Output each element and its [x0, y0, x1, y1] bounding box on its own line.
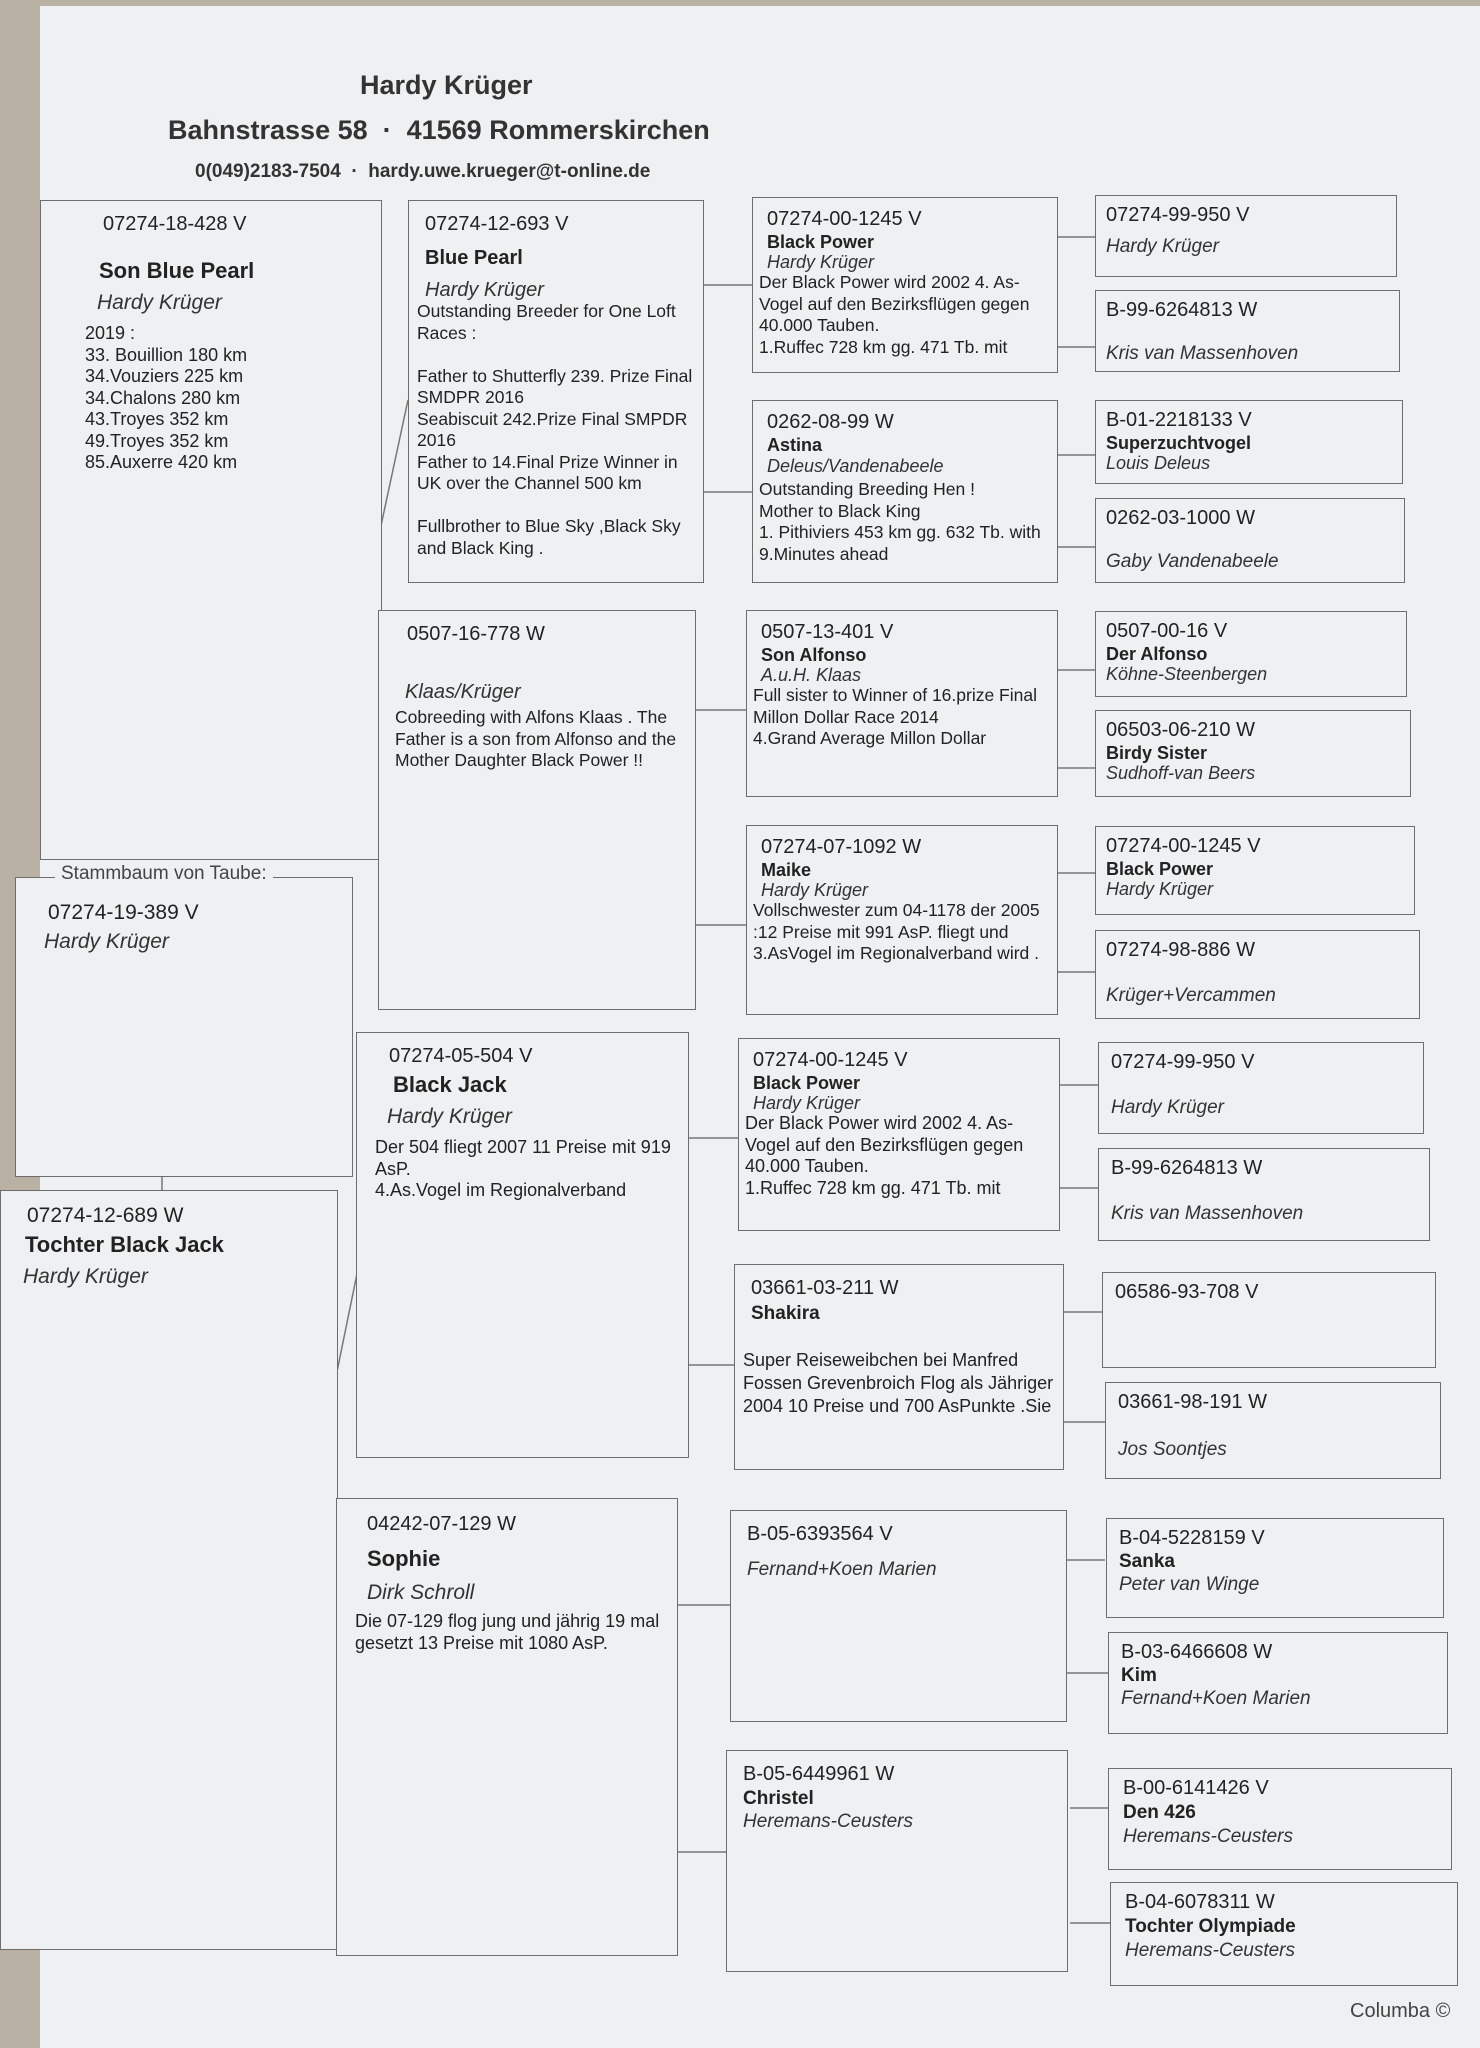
- owner-address: Bahnstrasse 58 · 41569 Rommerskirchen: [168, 115, 710, 145]
- gen3-name: Christel: [743, 1788, 814, 1809]
- gen4-breeder: Hardy Krüger: [1106, 879, 1214, 899]
- gen3-ring: 07274-07-1092 W: [761, 836, 922, 858]
- gen3-breeder: Hardy Krüger: [761, 880, 869, 900]
- pigeon-breeder: Hardy Krüger: [44, 930, 169, 953]
- gen4-name: [1106, 228, 1386, 236]
- gen3-card[interactable]: [746, 610, 1058, 797]
- gen4-card[interactable]: [1095, 611, 1407, 697]
- grandsire-maternal-breeder: Hardy Krüger: [387, 1105, 512, 1128]
- gen4-breeder: Heremans-Ceusters: [1125, 1940, 1295, 1961]
- granddam-maternal-ring: 04242-07-129 W: [367, 1513, 516, 1535]
- granddam-paternal-description: Cobreeding with Alfons Klaas . The Father is a son from Alfonso and the Mother Daughter Black Power !!: [395, 707, 677, 770]
- gen3-card[interactable]: [726, 1750, 1068, 1972]
- father-description: 2019 : 33. Bouillion 180 km 34.Vouziers 225 km 34.Chalons 280 km 43.Troyes 352 km 49.Troyes 352 km 85.Auxerre 420 km: [85, 323, 248, 472]
- gen4-name: Black Power: [1106, 859, 1214, 879]
- granddam-maternal-card[interactable]: [336, 1498, 678, 1956]
- software-brand: Columba ©: [1350, 2000, 1451, 2022]
- gen4-card[interactable]: [1106, 1518, 1444, 1618]
- gen4-ring: B-01-2218133 V: [1106, 409, 1252, 431]
- granddam-maternal-name: Sophie: [367, 1546, 441, 1571]
- gen3-breeder: [751, 1327, 1055, 1347]
- gen3-description: Vollschwester zum 04-1178 der 2005 :12 Preise mit 991 AsP. fliegt und 3.AsVogel im Regionalverband wird .: [753, 900, 1040, 963]
- gen4-name: [1118, 1415, 1428, 1439]
- gen4-name: [1111, 1075, 1411, 1097]
- grandsire-maternal-description: Der 504 fliegt 2007 11 Preise mit 919 AsP. 4.As.Vogel im Regionalverband: [375, 1137, 671, 1200]
- grandsire-maternal-card[interactable]: [356, 1032, 689, 1458]
- gen4-name: [1111, 1181, 1417, 1203]
- gen3-card[interactable]: [730, 1510, 1067, 1722]
- gen4-breeder: Jos Soontjes: [1118, 1439, 1227, 1460]
- grandsire-maternal-name: Black Jack: [393, 1072, 507, 1097]
- grandsire-paternal-breeder: Hardy Krüger: [425, 279, 544, 301]
- gen3-description: Full sister to Winner of 16.prize Final Millon Dollar Race 2014 4.Grand Average Millon Dollar: [753, 685, 1037, 748]
- gen3-name: Shakira: [751, 1303, 820, 1324]
- gen4-ring: 03661-98-191 W: [1118, 1391, 1267, 1413]
- gen4-ring: 06586-93-708 V: [1115, 1281, 1259, 1303]
- gen4-breeder: Heremans-Ceusters: [1123, 1826, 1293, 1847]
- gen4-card[interactable]: [1098, 1042, 1424, 1134]
- grandsire-paternal-card[interactable]: [408, 200, 704, 583]
- mother-breeder: Hardy Krüger: [23, 1265, 148, 1288]
- gen4-breeder: Köhne-Steenbergen: [1106, 664, 1268, 684]
- gen4-breeder: Krüger+Vercammen: [1106, 985, 1276, 1006]
- gen4-name: Kim: [1121, 1665, 1157, 1686]
- gen4-name: Birdy Sister: [1106, 743, 1208, 763]
- gen4-breeder: Hardy Krüger: [1106, 236, 1219, 257]
- granddam-paternal-card[interactable]: [378, 610, 696, 1010]
- gen4-name: Der Alfonso: [1106, 644, 1208, 664]
- father-card[interactable]: [40, 200, 382, 860]
- gen3-description: Outstanding Breeding Hen ! Mother to Black King 1. Pithiviers 453 km gg. 632 Tb. with 9.Minutes ahead: [759, 479, 1041, 564]
- gen4-ring: 0507-00-16 V: [1106, 620, 1228, 642]
- gen4-name: Sanka: [1119, 1551, 1175, 1572]
- gen3-name: Black Power: [767, 232, 875, 252]
- gen4-breeder: Peter van Winge: [1119, 1574, 1260, 1595]
- gen4-name: [1106, 323, 1389, 343]
- gen4-breeder: Fernand+Koen Marien: [1121, 1688, 1311, 1709]
- gen3-card[interactable]: [734, 1264, 1064, 1470]
- gen3-card[interactable]: [752, 197, 1058, 373]
- gen3-name: [747, 1547, 1058, 1559]
- gen4-card[interactable]: [1095, 290, 1400, 372]
- gen4-breeder: Louis Deleus: [1106, 453, 1211, 473]
- gen4-name: [1106, 531, 1394, 551]
- granddam-paternal-breeder: Klaas/Krüger: [405, 681, 521, 703]
- gen4-name: Den 426: [1123, 1802, 1196, 1823]
- father-breeder: Hardy Krüger: [97, 291, 222, 314]
- gen4-breeder: Sudhoff-van Beers: [1106, 763, 1256, 783]
- gen4-card[interactable]: [1095, 826, 1415, 915]
- gen4-card[interactable]: [1095, 498, 1405, 583]
- gen3-breeder: A.u.H. Klaas: [761, 665, 862, 685]
- gen4-ring: B-99-6264813 W: [1106, 299, 1258, 321]
- gen3-ring: B-05-6393564 V: [747, 1523, 893, 1545]
- gen4-card[interactable]: [1098, 1148, 1430, 1241]
- granddam-maternal-description: Die 07-129 flog jung und jährig 19 mal gesetzt 13 Preise mit 1080 AsP.: [355, 1611, 660, 1653]
- gen4-ring: B-99-6264813 W: [1111, 1157, 1263, 1179]
- gen4-card[interactable]: [1108, 1768, 1452, 1870]
- gen4-breeder: Kris van Massenhoven: [1111, 1203, 1304, 1224]
- gen4-card[interactable]: [1110, 1882, 1458, 1986]
- gen4-ring: 0262-03-1000 W: [1106, 507, 1255, 529]
- pedigree-legend-label: Stammbaum von Taube:: [55, 863, 273, 885]
- gen3-ring: 0262-08-99 W: [767, 411, 894, 433]
- gen3-card[interactable]: [752, 400, 1058, 583]
- gen4-card[interactable]: [1108, 1632, 1448, 1734]
- gen3-name: Son Alfonso: [761, 645, 867, 665]
- gen4-breeder: Gaby Vandenabeele: [1106, 551, 1279, 572]
- mother-ring-number: 07274-12-689 W: [27, 1204, 184, 1227]
- gen3-card[interactable]: [746, 825, 1058, 1015]
- gen4-card[interactable]: [1095, 400, 1403, 484]
- gen4-ring: 07274-98-886 W: [1106, 939, 1255, 961]
- gen4-ring: B-00-6141426 V: [1123, 1777, 1269, 1799]
- gen3-card[interactable]: [738, 1038, 1060, 1231]
- gen3-ring: B-05-6449961 W: [743, 1763, 895, 1785]
- gen4-name: [1106, 963, 1409, 985]
- pigeon-card[interactable]: [15, 877, 353, 1177]
- father-name: Son Blue Pearl: [99, 258, 255, 283]
- gen3-ring: 03661-03-211 W: [751, 1277, 899, 1299]
- grandsire-maternal-ring: 07274-05-504 V: [389, 1045, 533, 1067]
- gen3-ring: 07274-00-1245 V: [767, 208, 922, 230]
- gen4-name: Tochter Olympiade: [1125, 1916, 1296, 1937]
- gen4-ring: 07274-99-950 V: [1111, 1051, 1255, 1073]
- grandsire-paternal-description: Outstanding Breeder for One Loft Races : Father to Shutterfly 239. Prize Final SMDPR 2016 Seabiscuit 242.Prize Final SMPDR 2016 Father to 14.Final Prize Winner in UK over the Channel 500 km Fullbrother to Blue Sky ,Black Sky and Black King .: [417, 301, 693, 558]
- owner-contact: 0(049)2183-7504 · hardy.uwe.krueger@t-online.de: [195, 161, 651, 182]
- gen4-breeder: Kris van Massenhoven: [1106, 343, 1299, 364]
- grandsire-paternal-name: Blue Pearl: [425, 247, 523, 269]
- gen3-breeder: Fernand+Koen Marien: [747, 1559, 937, 1580]
- mother-name: Tochter Black Jack: [25, 1232, 224, 1257]
- owner-name: Hardy Krüger: [360, 70, 533, 100]
- gen3-description: Der Black Power wird 2002 4. As-Vogel auf den Bezirksflügen gegen 40.000 Tauben. 1.Ruffec 728 km gg. 471 Tb. mit: [759, 272, 1030, 357]
- gen3-breeder: Hardy Krüger: [767, 252, 875, 272]
- granddam-maternal-breeder: Dirk Schroll: [367, 1581, 475, 1604]
- gen3-description: Der Black Power wird 2002 4. As-Vogel auf den Bezirksflügen gegen 40.000 Tauben. 1.Ruffec 728 km gg. 471 Tb. mit: [745, 1113, 1024, 1198]
- gen4-ring: 06503-06-210 W: [1106, 719, 1255, 741]
- gen3-breeder: Hardy Krüger: [753, 1093, 861, 1113]
- gen4-breeder: Hardy Krüger: [1111, 1097, 1224, 1118]
- gen4-card[interactable]: [1095, 930, 1420, 1019]
- gen3-description: Super Reiseweibchen bei Manfred Fossen Grevenbroich Flog als Jähriger 2004 10 Preise und 700 AsPunkte .Sie: [743, 1350, 1054, 1416]
- gen4-ring: 07274-99-950 V: [1106, 204, 1250, 226]
- gen4-ring: B-04-6078311 W: [1125, 1891, 1275, 1913]
- gen4-card[interactable]: [1105, 1382, 1441, 1479]
- gen4-ring: B-04-5228159 V: [1119, 1527, 1265, 1549]
- gen3-breeder: Deleus/Vandenabeele: [767, 456, 944, 476]
- gen4-card[interactable]: [1095, 710, 1411, 797]
- pigeon-ring-number: 07274-19-389 V: [48, 901, 199, 924]
- granddam-paternal-ring: 0507-16-778 W: [407, 623, 545, 645]
- grandsire-paternal-ring: 07274-12-693 V: [425, 213, 569, 235]
- gen3-breeder: Heremans-Ceusters: [743, 1811, 913, 1832]
- granddam-paternal-name: [407, 647, 685, 681]
- gen4-ring: B-03-6466608 W: [1121, 1641, 1273, 1663]
- gen3-ring: 07274-00-1245 V: [753, 1049, 908, 1071]
- gen3-name: Astina: [767, 435, 823, 455]
- mother-card[interactable]: [0, 1190, 338, 1950]
- gen4-card[interactable]: [1095, 195, 1397, 277]
- gen4-card[interactable]: [1102, 1272, 1436, 1368]
- gen3-ring: 0507-13-401 V: [761, 621, 894, 643]
- gen4-ring: 07274-00-1245 V: [1106, 835, 1261, 857]
- gen3-name: Black Power: [753, 1073, 861, 1093]
- father-ring-number: 07274-18-428 V: [103, 213, 247, 235]
- gen3-name: Maike: [761, 860, 812, 880]
- gen4-name: Superzuchtvogel: [1106, 433, 1252, 453]
